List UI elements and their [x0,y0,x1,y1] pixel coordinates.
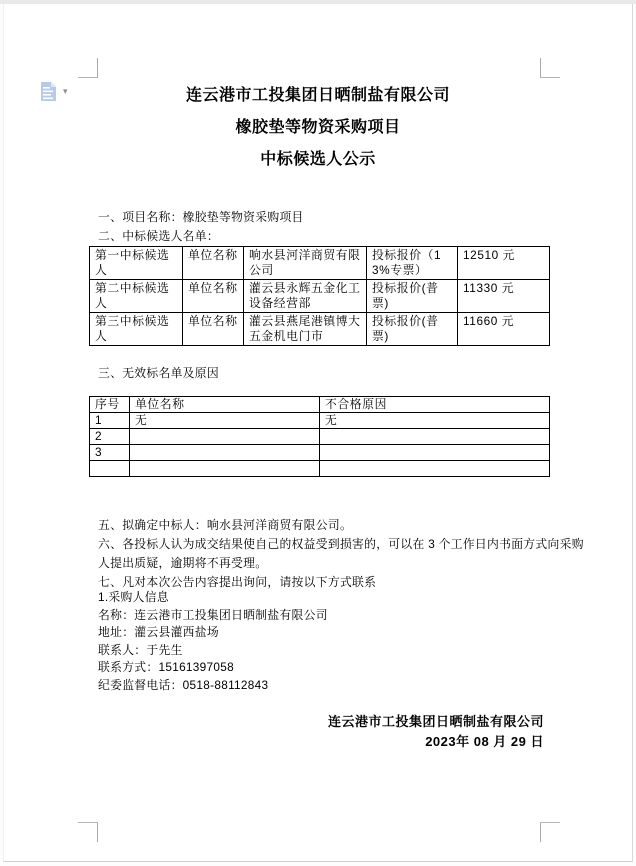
crop-mark-top-right [540,58,560,78]
purchaser-address: 地址：灌云县灌西盐场 [98,625,219,640]
objection-line-2: 人提出质疑，逾期将不再受理。 [98,555,268,570]
rank-cell: 第一中标候选人 [90,247,183,280]
candidates-table [89,246,550,346]
purchaser-supervision-phone: 纪委监督电话：0518-88112843 [98,677,269,692]
reason-cell [320,429,550,445]
signature-block [328,712,544,751]
document-page[interactable] [3,4,633,862]
section-invalid-bids-heading: 三、无效标名单及原因 [98,366,219,380]
section-project-name: 一、项目名称：橡胶垫等物资采购项目 [98,210,304,224]
reason-cell [320,461,550,477]
crop-mark-bottom-left [78,822,98,842]
table-row [90,445,550,461]
amount-cell: 11330 元 [458,280,550,313]
signature-date: 2023年 08 月 29 日 [425,733,544,749]
purchaser-info-block [98,589,328,695]
header-no: 序号 [90,397,130,413]
company-cell: 灌云县燕尾港镇博大五金机电门市 [244,313,367,346]
company-cell: 灌云县永辉五金化工设备经营部 [244,280,367,313]
unit-label-cell: 单位名称 [183,247,244,280]
amount-cell: 12510 元 [458,247,550,280]
unit-label-cell: 单位名称 [183,280,244,313]
objection-line-1: 六、各投标人认为成交结果使自己的权益受到损害的，可以在 3 个工作日内书面方式向采购 [98,537,584,551]
chevron-down-icon[interactable]: ▾ [63,86,68,96]
rank-cell: 第三中标候选人 [90,313,183,346]
reason-cell [320,445,550,461]
purchaser-name: 名称：连云港市工投集团日晒制盐有限公司 [98,607,328,622]
table-header-row [90,397,550,413]
title-line-announcement: 中标候选人公示 [260,151,376,168]
unit-cell: 无 [130,413,320,429]
unit-cell [130,445,320,461]
purchaser-contact: 联系人：于先生 [98,642,183,657]
table-row [90,429,550,445]
signature-company: 连云港市工投集团日晒制盐有限公司 [327,714,544,729]
no-cell: 1 [90,413,130,429]
section-objection [98,535,584,572]
bid-label-cell: 投标报价(普票) [367,313,458,346]
title-line-company: 连云港市工投集团日晒制盐有限公司 [185,87,450,104]
table-row [90,247,550,280]
amount-cell: 11660 元 [458,313,550,346]
bid-label-cell: 投标报价（13%专票） [367,247,458,280]
no-cell: 3 [90,445,130,461]
company-cell: 响水县河洋商贸有限公司 [244,247,367,280]
table-row [90,461,550,477]
unit-cell [130,429,320,445]
section-candidate-list-heading: 二、中标候选人名单： [98,229,219,243]
purchaser-heading: 1.采购人信息 [98,590,169,604]
unit-label-cell: 单位名称 [183,313,244,346]
table-row [90,313,550,346]
table-row [90,413,550,429]
unit-cell [130,461,320,477]
section-contact-heading: 七、凡对本次公告内容提出询问，请按以下方式联系 [98,575,377,589]
document-title-block [4,80,632,176]
invalid-bids-table [89,396,550,477]
purchaser-phone: 联系方式：15161397058 [98,660,234,675]
table-row [90,280,550,313]
title-line-project: 橡胶垫等物资采购项目 [235,119,401,136]
no-cell [90,461,130,477]
bid-label-cell: 投标报价(普票) [367,280,458,313]
rank-cell: 第二中标候选人 [90,280,183,313]
section-winner: 五、拟确定中标人：响水县河洋商贸有限公司。 [98,518,353,532]
header-reason: 不合格原因 [320,397,550,413]
reason-cell: 无 [320,413,550,429]
header-unit: 单位名称 [130,397,320,413]
no-cell: 2 [90,429,130,445]
crop-mark-bottom-right [540,822,560,842]
crop-mark-top-left [78,58,98,78]
